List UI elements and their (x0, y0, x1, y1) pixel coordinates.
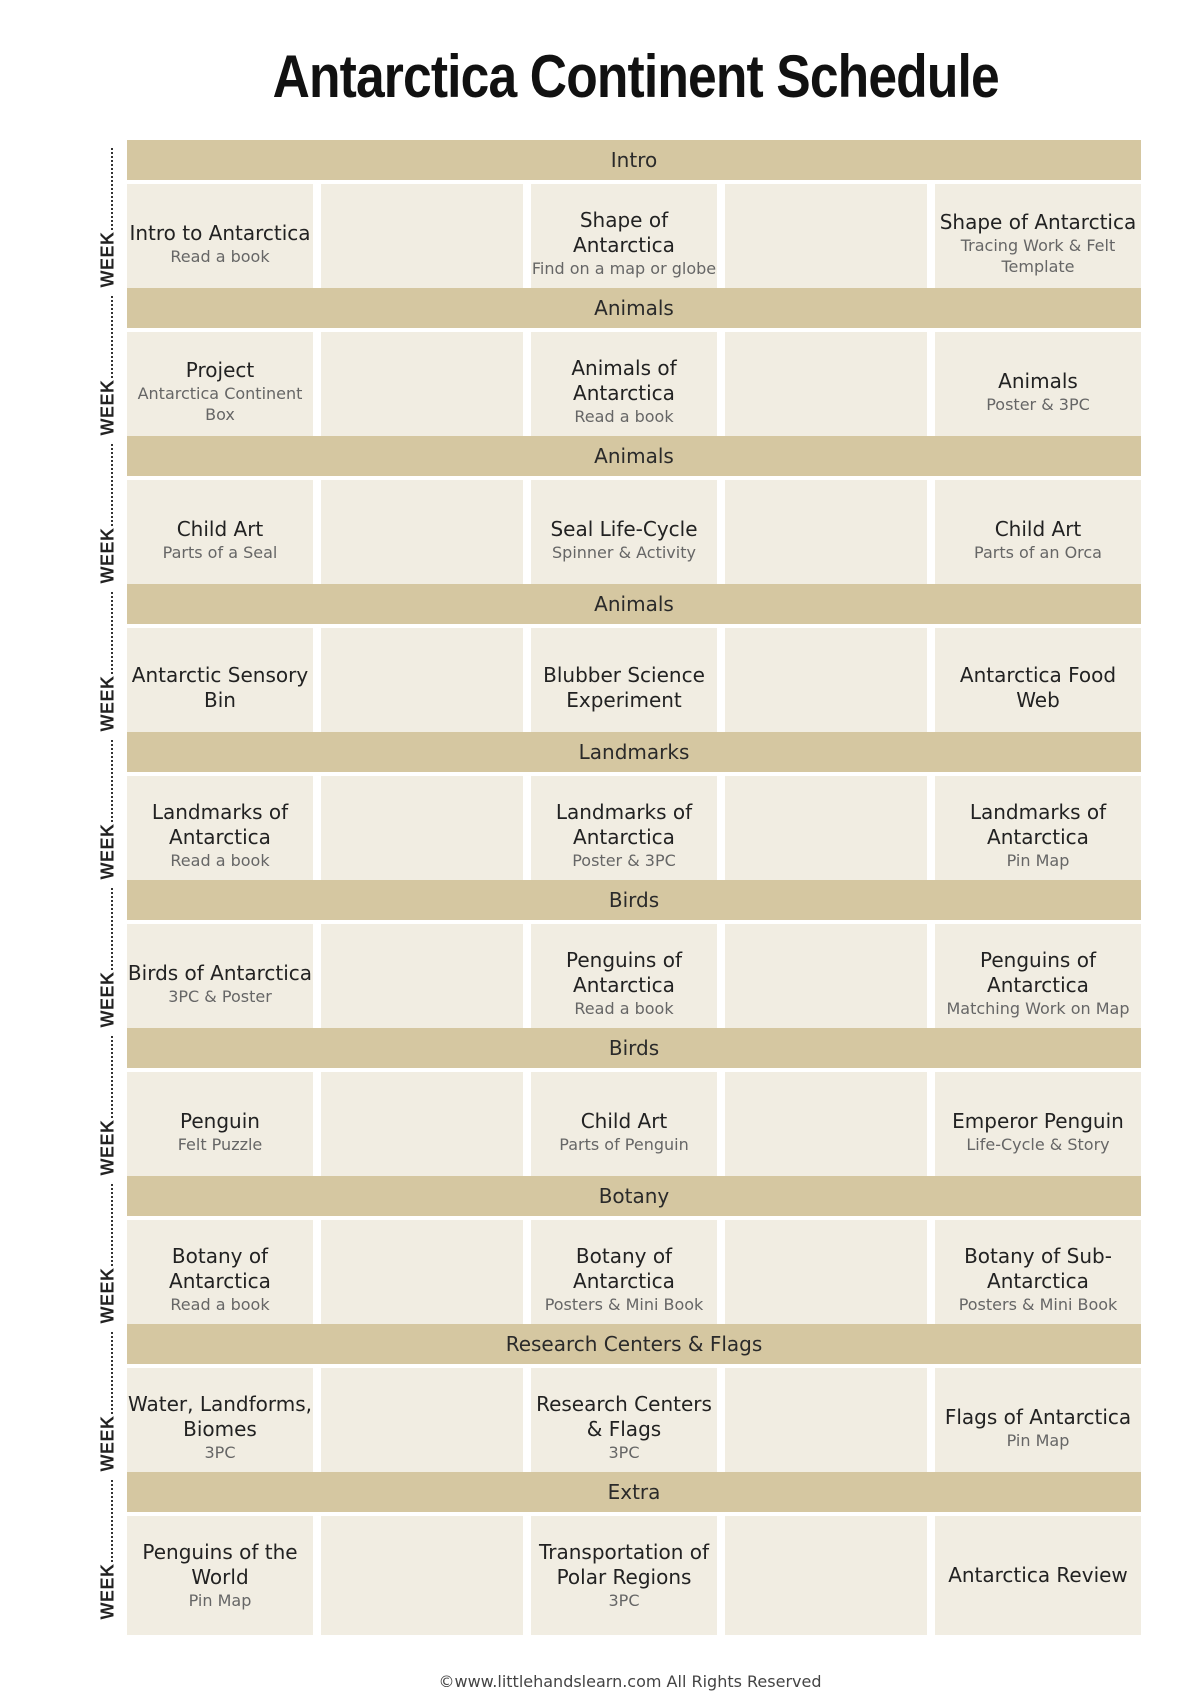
activity-subtitle: Poster & 3PC (986, 394, 1090, 414)
activity-title: Flags of Antarctica (944, 1404, 1132, 1429)
week-block (97, 584, 1141, 747)
week-row (127, 1516, 1141, 1635)
empty-cell (321, 1220, 523, 1339)
week-marker (97, 888, 119, 1028)
week-block (97, 1176, 1141, 1339)
empty-cell (321, 1368, 523, 1487)
week-marker (97, 444, 119, 584)
empty-cell (725, 1516, 927, 1635)
week-line (111, 148, 113, 230)
activity-cell (531, 332, 717, 451)
activity-title: Child Art (580, 1108, 668, 1133)
activity-cell (127, 776, 313, 895)
activity-subtitle: Tracing Work & Felt Template (960, 236, 1116, 276)
activity-cell (935, 184, 1141, 303)
empty-cell (725, 480, 927, 599)
activity-content (531, 776, 717, 895)
week-block (97, 288, 1141, 451)
week-marker (97, 740, 119, 880)
activity-subtitle: Matching Work on Map (946, 999, 1130, 1018)
activity-content (935, 1516, 1141, 1635)
activity-cell (127, 1368, 313, 1487)
activity-title: Project (185, 358, 255, 382)
activity-content (935, 480, 1141, 599)
activity-subtitle: Read a book (574, 407, 674, 426)
activity-title: Research Centers & Flags (536, 1392, 712, 1441)
week-marker (97, 592, 119, 732)
week-label: WEEK (97, 675, 118, 732)
activity-content (531, 1220, 717, 1339)
activity-subtitle: Read a book (170, 246, 270, 266)
activity-cell (531, 480, 717, 599)
week-label: WEEK (97, 379, 118, 436)
activity-title: Birds of Antarctica (127, 960, 313, 985)
empty-cell (725, 332, 927, 451)
week-block (97, 1028, 1141, 1191)
activity-subtitle: 3PC (608, 1443, 640, 1462)
week-row (127, 628, 1141, 747)
week-row (127, 480, 1141, 599)
week-header: Landmarks (127, 732, 1141, 772)
empty-cell (321, 332, 523, 451)
activity-cell (935, 1516, 1141, 1635)
empty-cell (725, 924, 927, 1043)
activity-cell (531, 924, 717, 1043)
activity-content (127, 480, 313, 599)
activity-title: Penguins of Antarctica (980, 948, 1096, 997)
activity-title: Water, Landforms, Biomes (127, 1392, 312, 1441)
activity-cell (127, 480, 313, 599)
week-row (127, 924, 1141, 1043)
week-header: Animals (127, 436, 1141, 476)
week-block (97, 732, 1141, 895)
activity-cell (935, 480, 1141, 599)
activity-subtitle: 3PC & Poster (168, 986, 272, 1006)
activity-content (531, 1072, 717, 1191)
activity-subtitle: 3PC (204, 1443, 236, 1462)
week-line (111, 444, 113, 526)
activity-title: Emperor Penguin (952, 1108, 1124, 1133)
empty-cell (725, 1072, 927, 1191)
activity-content (531, 628, 717, 747)
activity-cell (935, 1368, 1141, 1487)
activity-content (127, 332, 313, 451)
activity-content (935, 924, 1141, 1043)
activity-subtitle: Spinner & Activity (552, 542, 696, 562)
week-label: WEEK (97, 1267, 118, 1324)
empty-cell (725, 1220, 927, 1339)
week-row (127, 1072, 1141, 1191)
activity-subtitle: Find on a map or globe (531, 259, 717, 278)
activity-content (531, 1368, 717, 1487)
activity-cell (935, 1072, 1141, 1191)
activity-subtitle: Pin Map (1006, 1430, 1070, 1450)
activity-cell (127, 1516, 313, 1635)
activity-title: Animals (998, 368, 1078, 393)
week-header: Birds (127, 1028, 1141, 1068)
activity-cell (935, 628, 1141, 747)
week-marker (97, 1036, 119, 1176)
activity-subtitle: Read a book (574, 999, 674, 1018)
activity-cell (935, 1220, 1141, 1339)
empty-cell (725, 628, 927, 747)
week-header: Extra (127, 1472, 1141, 1512)
activity-content (935, 332, 1141, 451)
activity-cell (935, 924, 1141, 1043)
week-header: Animals (127, 288, 1141, 328)
activity-content (935, 184, 1141, 303)
week-line (111, 1332, 113, 1414)
empty-cell (321, 1516, 523, 1635)
week-line (111, 296, 113, 378)
empty-cell (321, 924, 523, 1043)
week-row (127, 332, 1141, 451)
activity-subtitle: Parts of Penguin (559, 1134, 689, 1154)
activity-content (127, 1072, 313, 1191)
activity-content (127, 776, 313, 895)
activity-title: Botany of Antarctica (573, 1244, 675, 1293)
activity-title: Botany of Antarctica (169, 1244, 271, 1293)
activity-content (935, 1368, 1141, 1487)
activity-cell (127, 628, 313, 747)
week-block (97, 1324, 1141, 1487)
week-marker (97, 148, 119, 288)
activity-cell (127, 332, 313, 451)
week-row (127, 1220, 1141, 1339)
week-label: WEEK (97, 231, 118, 288)
week-block (97, 1472, 1141, 1635)
week-line (111, 592, 113, 674)
activity-content (935, 1220, 1141, 1339)
activity-content (531, 1516, 717, 1635)
footer-copyright: ©www.littlehandslearn.com All Rights Reserved (438, 1672, 822, 1691)
activity-cell (935, 776, 1141, 895)
page-title: Antarctica Continent Schedule (272, 43, 999, 110)
week-header: Intro (127, 140, 1141, 180)
week-row (127, 776, 1141, 895)
activity-cell (127, 184, 313, 303)
activity-cell (531, 628, 717, 747)
activity-title: Animals of Antarctica (571, 356, 677, 405)
activity-cell (531, 1516, 717, 1635)
activity-title: Shape of Antarctica (939, 210, 1137, 234)
week-line (111, 740, 113, 822)
week-label: WEEK (97, 971, 118, 1028)
activity-content (127, 1516, 313, 1635)
activity-content (531, 924, 717, 1043)
week-header: Research Centers & Flags (127, 1324, 1141, 1364)
activity-content (127, 184, 313, 303)
activity-cell (531, 1368, 717, 1487)
empty-cell (321, 1072, 523, 1191)
activity-cell (531, 1072, 717, 1191)
week-header: Animals (127, 584, 1141, 624)
activity-cell (531, 184, 717, 303)
activity-subtitle: Posters & Mini Book (544, 1295, 704, 1314)
activity-content (127, 924, 313, 1043)
activity-title: Landmarks of Antarctica (969, 800, 1107, 849)
week-block (97, 436, 1141, 599)
week-header: Birds (127, 880, 1141, 920)
activity-title: Landmarks of Antarctica (555, 800, 693, 849)
week-label: WEEK (97, 527, 118, 584)
activity-subtitle: 3PC (608, 1591, 640, 1610)
activity-content (127, 628, 313, 747)
activity-cell (935, 332, 1141, 451)
empty-cell (321, 776, 523, 895)
activity-title: Shape of Antarctica (573, 208, 675, 257)
activity-content (935, 1072, 1141, 1191)
activity-subtitle: Parts of an Orca (974, 542, 1102, 562)
activity-subtitle: Read a book (170, 851, 270, 870)
activity-subtitle: Poster & 3PC (572, 851, 676, 870)
activity-content (531, 332, 717, 451)
week-line (111, 888, 113, 970)
week-marker (97, 1332, 119, 1472)
activity-subtitle: Parts of a Seal (162, 542, 278, 562)
activity-content (127, 1368, 313, 1487)
activity-cell (127, 924, 313, 1043)
activity-content (531, 184, 717, 303)
week-block (97, 140, 1141, 303)
week-label: WEEK (97, 823, 118, 880)
week-header: Botany (127, 1176, 1141, 1216)
activity-content (935, 628, 1141, 747)
week-row (127, 184, 1141, 303)
activity-title: Landmarks of Antarctica (151, 800, 289, 849)
week-marker (97, 1480, 119, 1620)
week-line (111, 1480, 113, 1562)
activity-title: Antarctica Review (948, 1563, 1128, 1587)
activity-cell (127, 1220, 313, 1339)
empty-cell (725, 776, 927, 895)
week-label: WEEK (97, 1119, 118, 1176)
activity-title: Antarctic Sensory Bin (131, 662, 309, 712)
activity-title: Seal Life-Cycle (550, 516, 698, 541)
week-label: WEEK (97, 1415, 118, 1472)
activity-title: Penguins of Antarctica (566, 948, 682, 997)
activity-title: Transportation of Polar Regions (538, 1540, 710, 1589)
activity-title: Penguins of the World (142, 1540, 298, 1589)
activity-title: Penguin (180, 1108, 260, 1133)
activity-subtitle: Felt Puzzle (177, 1134, 263, 1154)
activity-subtitle: Posters & Mini Book (958, 1295, 1118, 1314)
activity-cell (531, 1220, 717, 1339)
empty-cell (321, 184, 523, 303)
week-line (111, 1036, 113, 1118)
activity-title: Blubber Science Experiment (543, 662, 705, 712)
week-marker (97, 1184, 119, 1324)
activity-title: Antarctica Food Web (959, 662, 1117, 712)
activity-content (127, 1220, 313, 1339)
week-marker (97, 296, 119, 436)
activity-subtitle: Pin Map (188, 1591, 252, 1610)
activity-title: Child Art (176, 516, 264, 541)
activity-subtitle: Read a book (170, 1295, 270, 1314)
week-block (97, 880, 1141, 1043)
activity-title: Intro to Antarctica (129, 220, 311, 245)
empty-cell (321, 480, 523, 599)
week-label: WEEK (97, 1563, 118, 1620)
activity-subtitle: Antarctica Continent Box (137, 384, 303, 424)
week-row (127, 1368, 1141, 1487)
empty-cell (321, 628, 523, 747)
activity-cell (127, 1072, 313, 1191)
week-line (111, 1184, 113, 1266)
activity-content (531, 480, 717, 599)
activity-title: Child Art (994, 516, 1082, 541)
activity-subtitle: Life-Cycle & Story (966, 1134, 1110, 1154)
empty-cell (725, 184, 927, 303)
activity-title: Botany of Sub-Antarctica (964, 1244, 1112, 1293)
activity-content (935, 776, 1141, 895)
activity-subtitle: Pin Map (1006, 851, 1070, 870)
empty-cell (725, 1368, 927, 1487)
activity-cell (531, 776, 717, 895)
